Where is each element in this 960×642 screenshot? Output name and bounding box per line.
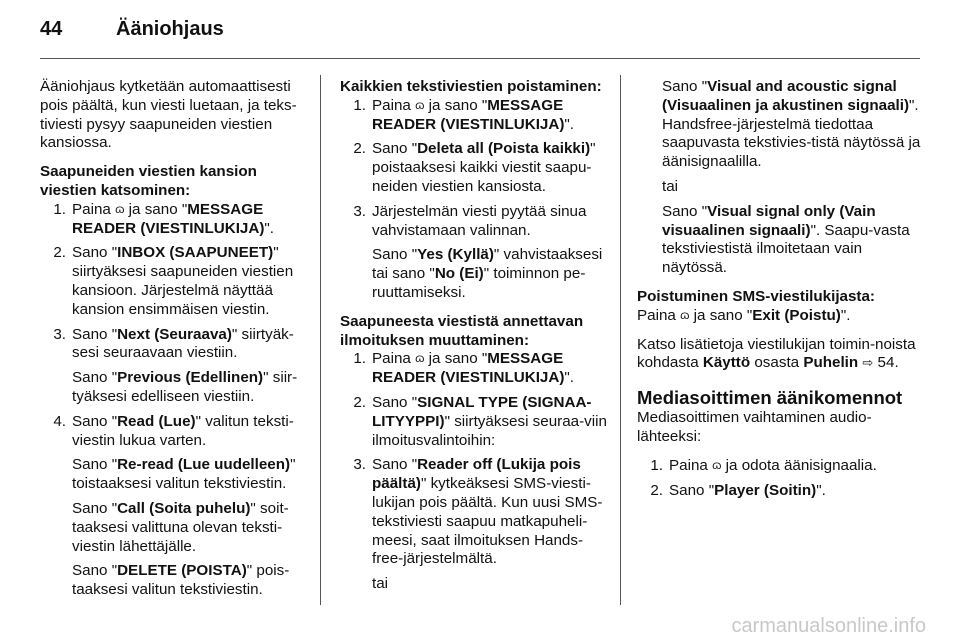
steps-list [637, 457, 927, 501]
step-number: 3. [353, 456, 366, 474]
voice-control-icon: ɷ [115, 201, 125, 216]
step-text: Sano "Next (Seuraava)" siirtyäk-sesi seuraavaan viestiin. Sano "Previous (Edellinen)" siir-tyäksesi edelliseen viestiin. [72, 325, 298, 405]
page-header [40, 14, 920, 60]
page-reference-arrow-icon: ⇨ [862, 355, 874, 371]
section-heading: Kaikkien tekstiviestien poistaminen: [340, 78, 602, 95]
option-visual-acoustic: Sano "Visual and acoustic signal (Visuaalinen ja akustinen signaali)". Handsfree-järjestelmä tiedottaa saapuvasta tekstivies-tistä näytössä ja äänisignaalilla. [662, 78, 921, 171]
step-text: Järjestelmän viesti pyytää sinua vahvistamaan valinnan. Sano "Yes (Kyllä)" vahvistaaksesi tai sano "No (Ei)" toiminnon pe-ruuttamiseksi. [372, 202, 603, 301]
step-number: 1. [650, 456, 663, 474]
reference-text: Katso lisätietoja viestilukijan toimin-noista kohdasta Käyttö osasta Puhelin ⇨ 54. [637, 335, 916, 372]
step-number: 2. [650, 481, 663, 499]
list-item [340, 394, 612, 450]
step-number: 3. [353, 202, 366, 220]
column-3 [637, 78, 927, 510]
step-text: Paina ɷ ja odota äänisignaalia. [669, 456, 877, 474]
page-number: 44 [40, 18, 63, 40]
list-item [40, 201, 312, 239]
step-text: Paina ɷ ja sano "MESSAGE READER (VIESTINLUKIJA)". [372, 350, 575, 387]
step-number: 1. [353, 96, 366, 114]
steps-list [40, 201, 312, 600]
step-text: Sano "Read (Lue)" valitun teksti-viestin lukua varten. Sano "Re-read (Lue uudelleen)" toistaaksesi valitun tekstiviestin. Sano "Call (Soita puhelu)" soit-taaksesi valittuna olevan teksti-viestin lähettäjälle. Sano "DELETE (POISTA)" pois-taaksesi valitun tekstiviestin. [72, 412, 296, 599]
voice-control-icon: ɷ [680, 307, 690, 322]
step-text: Sano "SIGNAL TYPE (SIGNAA-LITYYPPI)" siirtyäksesi seuraa-viin ilmoitusvalintoihin: [372, 393, 607, 449]
list-item [40, 244, 312, 319]
list-item [340, 140, 612, 196]
list-item [340, 456, 612, 594]
exit-text: Paina ɷ ja sano "Exit (Poistu)". [637, 306, 851, 324]
list-item [340, 97, 612, 135]
section-heading: Poistuminen SMS-viestilukijasta: [637, 287, 875, 305]
step-number: 2. [353, 393, 366, 411]
list-item [340, 203, 612, 303]
step-text: Sano "Player (Soitin)". [669, 481, 826, 499]
header-rule [40, 58, 920, 59]
or-text: tai [662, 177, 679, 195]
column-2 [340, 78, 612, 604]
step-number: 2. [353, 140, 366, 158]
column-divider [620, 75, 621, 605]
list-item [637, 457, 927, 476]
voice-control-icon: ɷ [415, 97, 425, 112]
step-text: Sano "Reader off (Lukija pois päältä)" kytkeäksesi SMS-viesti-lukijan pois päältä. Kun uusi SMS-tekstiviesti saapuu matkapuheli-meesi, saat ilmoituksen Hands-free-järjestelmältä. tai [372, 456, 603, 593]
step-number: 1. [53, 200, 66, 218]
step-text: Sano "Deleta all (Poista kaikki)" poistaaksesi kaikki viestit saapu-neiden viestien kansiosta. [372, 140, 596, 195]
step-text: Paina ɷ ja sano "MESSAGE READER (VIESTINLUKIJA)". [372, 96, 575, 133]
list-item [637, 482, 927, 501]
option-visual-only: Sano "Visual signal only (Vain visuaalinen signaali)". Saapu-vasta tekstiviestistä ilmoitetaan vain näytössä. [662, 202, 910, 277]
intro-text: Ääniohjaus kytketään automaattisesti pois päältä, kun viesti luetaan, ja teks-tiviesti pysyy saapuneiden viestien kansiossa. [40, 78, 297, 152]
section-title: Mediasoittimen äänikomennot [637, 387, 903, 409]
column-1 [40, 78, 312, 610]
list-item [340, 350, 612, 388]
step-number: 3. [53, 325, 66, 343]
watermark: carmanualsonline.info [731, 615, 926, 637]
page-title: Ääniohjaus [116, 18, 224, 40]
step-number: 2. [53, 244, 66, 262]
steps-list [340, 97, 612, 303]
column-divider [320, 75, 321, 605]
step-number: 1. [353, 350, 366, 368]
list-item [40, 326, 312, 407]
step-text: Paina ɷ ja sano "MESSAGE READER (VIESTINLUKIJA)". [72, 200, 275, 237]
step-number: 4. [53, 412, 66, 430]
voice-control-icon: ɷ [415, 351, 425, 366]
section-heading: Saapuneiden viestien kansion viestien katsominen: [40, 163, 257, 199]
media-intro-text: Mediasoittimen vaihtaminen audio-lähteeksi: [637, 409, 872, 445]
section-heading: Saapuneesta viestistä annettavan ilmoituksen muuttaminen: [340, 312, 584, 349]
list-item [40, 413, 312, 600]
voice-control-icon: ɷ [712, 457, 722, 472]
step-text: Sano "INBOX (SAAPUNEET)" siirtyäksesi saapuneiden viestien kansioon. Järjestelmä näyttää kansion ensimmäisen viestin. [72, 244, 294, 318]
steps-list [340, 350, 612, 594]
